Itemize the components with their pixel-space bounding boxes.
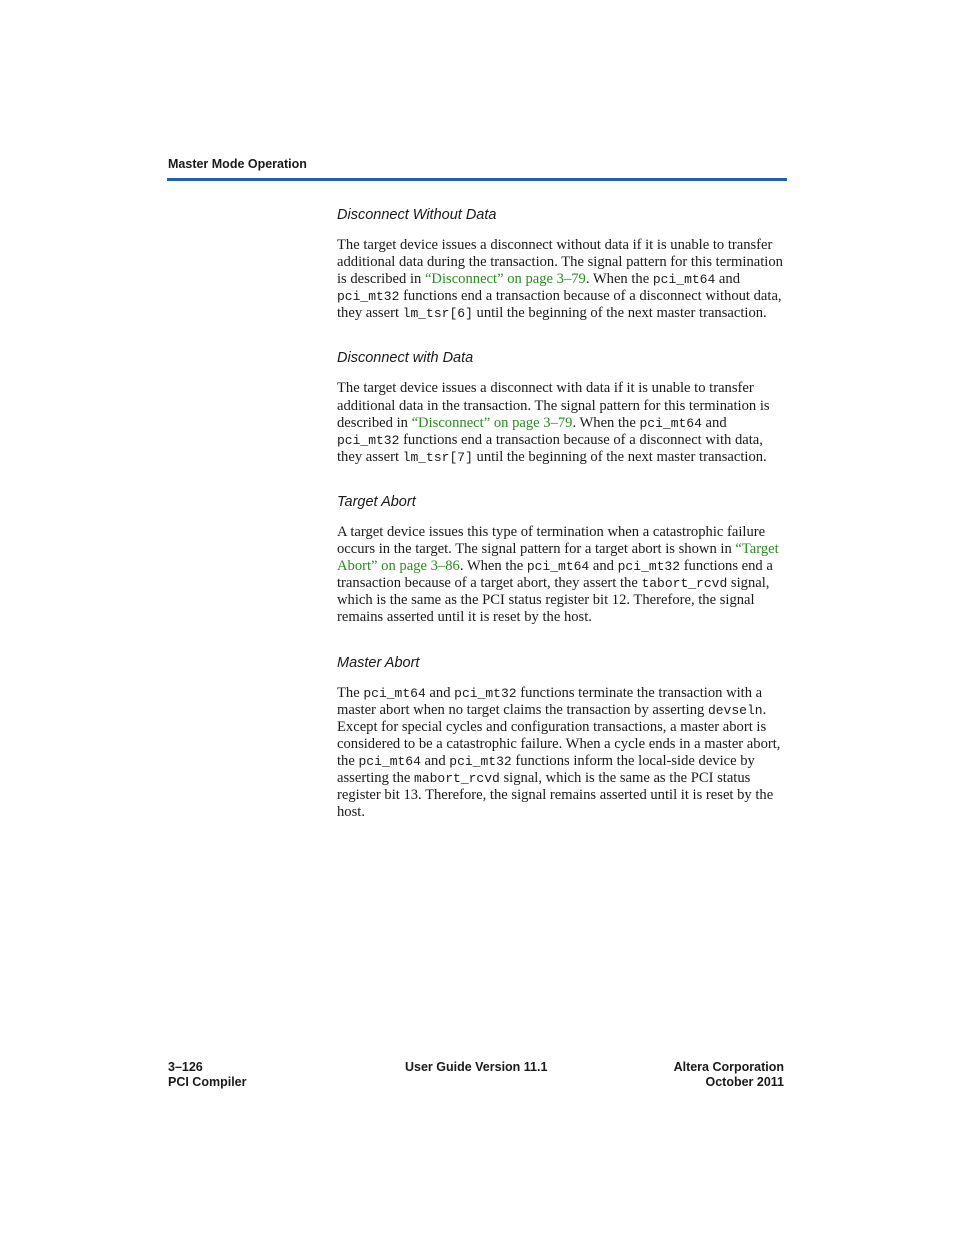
code-signal: pci_mt32 <box>617 559 681 575</box>
running-header: Master Mode Operation <box>168 157 307 171</box>
section-heading-master-abort: Master Abort <box>337 654 420 671</box>
text: and <box>589 558 618 575</box>
text: until the beginning of the next master transaction. <box>472 305 767 322</box>
code-signal: pci_mt32 <box>454 685 517 701</box>
text: and <box>715 271 741 288</box>
section-heading-disconnect-without-data: Disconnect Without Data <box>337 207 497 223</box>
code-signal: pci_mt32 <box>337 289 400 305</box>
text: . When the <box>459 558 527 575</box>
text: functions end a transaction because of a disconnect with data, they assert <box>337 431 763 465</box>
section-heading-disconnect-with-data: Disconnect with Data <box>337 350 474 367</box>
text: until the beginning of the next master transaction. <box>472 448 767 465</box>
guide-version: User Guide Version 11.1 <box>405 1060 548 1074</box>
text: functions terminate the transaction with a master abort when no target claims the transaction by asserting <box>337 684 763 718</box>
header-rule <box>167 178 787 181</box>
publication-date: October 2011 <box>705 1075 784 1089</box>
product-name: PCI Compiler <box>168 1075 247 1089</box>
code-signal: pci_mt64 <box>639 415 702 431</box>
paragraph-disconnect-with-data <box>337 380 787 465</box>
code-signal: pci_mt64 <box>358 753 421 769</box>
text: . When the <box>572 414 640 431</box>
paragraph-master-abort <box>337 685 787 822</box>
text: . When the <box>585 271 653 288</box>
text: The <box>337 684 364 701</box>
text: signal, which is the same as the PCI status register bit 12. Therefore, the signal remains asserted until it is reset by the host. <box>337 575 770 626</box>
company-name: Altera Corporation <box>673 1060 784 1074</box>
code-signal: tabort_rcvd <box>641 576 728 592</box>
code-signal: pci_mt32 <box>337 432 400 448</box>
section-heading-target-abort: Target Abort <box>337 493 416 510</box>
code-signal: pci_mt64 <box>652 272 716 288</box>
text: A target device issues this type of termination when a catastrophic failure occurs in the target. The signal pattern for a target abort is shown in <box>337 523 766 558</box>
code-signal: pci_mt32 <box>449 753 512 769</box>
footer-right <box>674 1060 784 1090</box>
code-signal: pci_mt64 <box>526 559 590 575</box>
paragraph-disconnect-without-data <box>337 237 787 322</box>
text: and <box>420 752 450 769</box>
code-signal: mabort_rcvd <box>414 770 500 786</box>
paragraph-target-abort <box>337 524 787 627</box>
text: signal, which is the same as the PCI status register bit 13. Therefore, the signal remains asserted until it is reset by the host. <box>337 769 774 821</box>
code-signal: lm_tsr[7] <box>402 449 473 465</box>
code-signal: lm_tsr[6] <box>402 306 473 322</box>
cross-reference-link[interactable]: “Disconnect” on page 3–79 <box>411 414 573 431</box>
text: and <box>425 684 455 701</box>
page-number: 3–126 <box>168 1060 203 1074</box>
code-signal: pci_mt64 <box>363 685 426 701</box>
cross-reference-link[interactable]: “Target Abort” on page 3–86 <box>337 541 779 575</box>
footer-center <box>405 1060 547 1075</box>
text: functions end a transaction because of a disconnect without data, they assert <box>337 288 782 322</box>
text: The target device issues a disconnect with data if it is unable to transfer additional data in the transaction. The signal pattern for this termination is described in <box>337 380 770 431</box>
cross-reference-link[interactable]: “Disconnect” on page 3–79 <box>424 271 586 288</box>
text: functions end a transaction because of a target abort, they assert the <box>337 558 773 592</box>
text: . Except for special cycles and configuration transactions, a master abort is considered to be a catastrophic failure. When a cycle ends in a master abort, the <box>337 701 781 769</box>
text: functions inform the local-side device by asserting the <box>337 752 755 786</box>
text: and <box>701 414 727 431</box>
main-content <box>337 205 787 847</box>
text: The target device issues a disconnect without data if it is unable to transfer additional data during the transaction. The signal pattern for this termination is described in <box>337 237 783 288</box>
code-signal: devseln <box>707 702 763 718</box>
footer-left <box>168 1060 247 1090</box>
